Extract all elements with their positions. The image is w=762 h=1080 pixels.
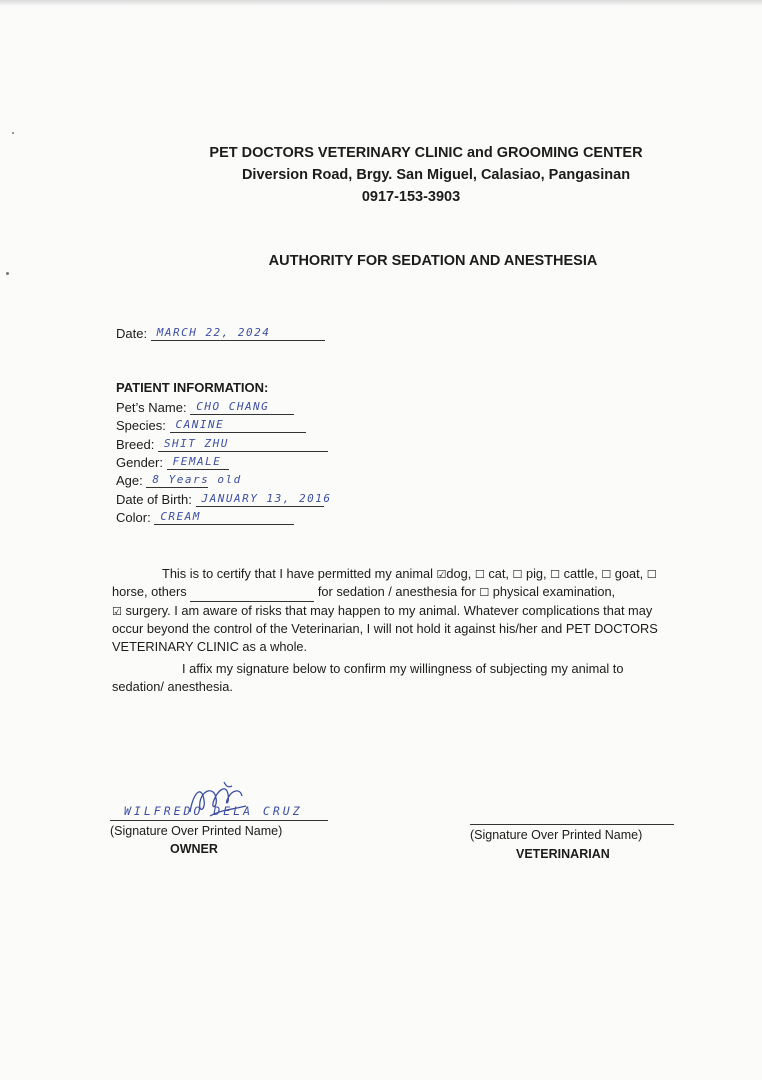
gender-row [116,454,229,470]
gender-line [167,454,229,470]
empty-box-icon: ☐ [646,569,657,581]
consent-risks: I am aware of risks that may happen to my animal. Whatever complications that may [174,603,653,618]
vet-signature-line [470,824,674,825]
color-row [116,509,294,525]
empty-box-icon: ☐ [474,569,485,581]
date-value: MARCH 22, 2024 [156,326,271,339]
form-title: AUTHORITY FOR SEDATION AND ANESTHESIA [268,253,598,269]
breed-line [158,436,328,452]
consent-lead: This is to certify that I have permitted my animal [162,566,433,581]
animal-horse-others: horse, others [112,584,187,599]
scan-speck [6,272,9,275]
dob-row [116,491,332,507]
clinic-name: PET DOCTORS VETERINARY CLINIC and GROOMING CENTER [209,145,643,161]
date-label: Date: [116,326,148,341]
age-line [146,472,242,488]
consent-line-7: sedation/ anesthesia. [112,679,233,694]
physical-exam-label: physical examination, [492,584,616,599]
scan-speck [12,132,14,134]
vet-role: VETERINARIAN [516,847,610,861]
breed-row [116,436,328,452]
gender-value: FEMALE [172,455,222,468]
checked-box-icon: ☑ [112,606,122,618]
species-row [116,417,306,433]
empty-box-icon: ☐ [479,587,490,599]
date-line [151,325,325,341]
clinic-address: Diversion Road, Brgy. San Miguel, Calasiao, Pangasinan [241,167,631,183]
date-row [116,325,325,341]
animal-pig: pig, [525,566,547,581]
species-line [170,417,306,433]
vet-signature-label: (Signature Over Printed Name) [470,828,643,842]
consent-line-4: occur beyond the control of the Veterinarian, I will not hold it against his/her and PET DOCTORS [112,621,658,636]
color-value: CREAM [160,510,201,523]
animal-dog: dog, [446,566,472,581]
species-value: CANINE [175,418,225,431]
pet-name-line [190,399,294,415]
others-blank [190,589,314,602]
empty-box-icon: ☐ [601,569,612,581]
dob-line [196,491,332,507]
breed-label: Breed: [116,437,155,452]
empty-box-icon: ☐ [550,569,561,581]
patient-heading: PATIENT INFORMATION: [116,380,269,395]
owner-signature-line [110,820,328,821]
pet-name-row [116,399,294,415]
checked-box-icon: ☑ [436,569,447,581]
consent-line-3 [112,602,652,621]
consent-line-1 [162,565,657,584]
color-line [154,509,294,525]
age-value: 8 Years old [152,473,242,486]
species-label: Species: [116,418,166,433]
animal-cat: cat, [488,566,509,581]
scan-edge [0,0,762,6]
clinic-phone: 0917-153-3903 [361,189,461,205]
color-label: Color: [116,510,151,525]
dob-label: Date of Birth: [116,492,192,507]
age-row [116,472,242,488]
owner-printed-name: WILFREDO DELA CRUZ [124,804,303,818]
empty-box-icon: ☐ [512,569,523,581]
animal-goat: goat, [614,566,644,581]
consent-line-5: VETERINARY CLINIC as a whole. [112,639,308,654]
age-label: Age: [116,473,143,488]
consent-line-2 [112,583,615,602]
owner-role: OWNER [170,842,218,856]
pet-name-label: Pet’s Name: [116,400,187,415]
owner-signature-label: (Signature Over Printed Name) [110,824,283,838]
consent-mid: for sedation / anesthesia for [317,584,476,599]
consent-line-6: I affix my signature below to confirm my willingness of subjecting my animal to [182,661,624,676]
gender-label: Gender: [116,455,163,470]
dob-value: JANUARY 13, 2016 [201,492,332,505]
breed-value: SHIT ZHU [163,437,229,450]
animal-cattle: cattle, [563,566,598,581]
surgery-label: surgery. [125,603,171,618]
pet-name-value: CHO CHANG [196,400,270,413]
